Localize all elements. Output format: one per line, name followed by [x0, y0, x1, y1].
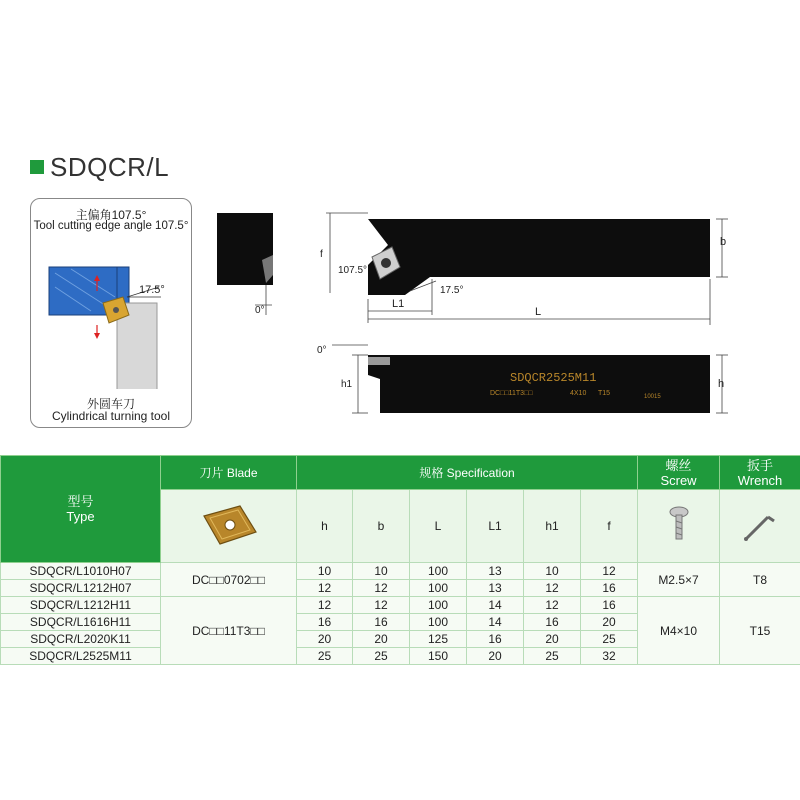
title-marker [30, 160, 44, 174]
cutting-angle-diagram [31, 239, 191, 389]
angle-main: 107.5° [338, 265, 368, 276]
screw-header [638, 456, 720, 490]
screw-header-cn: 螺丝 [665, 457, 692, 473]
value-L: 150 [410, 648, 467, 665]
value-f: 12 [581, 563, 638, 580]
value-h1: 10 [524, 563, 581, 580]
angle-label-en: Tool cutting edge angle 107.5° [33, 220, 189, 232]
dim-L: L [535, 306, 542, 318]
value-L1: 13 [467, 580, 524, 597]
dim-f: f [320, 249, 323, 260]
screw-icon [664, 503, 694, 547]
dim-b: b [720, 236, 727, 248]
type-header [1, 456, 161, 563]
value-h1: 25 [524, 648, 581, 665]
type-cell: SDQCR/L1616H11 [1, 614, 161, 631]
value-h1: 12 [524, 597, 581, 614]
type-cell: SDQCR/L2525M11 [1, 648, 161, 665]
wrench-header [720, 456, 800, 490]
value-b: 16 [353, 614, 410, 631]
dim-h: h [718, 378, 725, 390]
side-view-insert [368, 357, 390, 365]
value-b: 12 [353, 580, 410, 597]
type-cell: SDQCR/L1212H11 [1, 597, 161, 614]
angle-small: 17.5° [440, 285, 464, 296]
spec-table [0, 455, 800, 665]
tool-info-panel [30, 198, 192, 428]
col-header-b: b [353, 490, 410, 563]
value-f: 25 [581, 631, 638, 648]
value-L1: 20 [467, 648, 524, 665]
tool-type-cn: 外圆车刀 [86, 397, 135, 411]
value-L1: 16 [467, 631, 524, 648]
blade-image-cell [161, 490, 297, 563]
bottom-angle-label: 0° [317, 345, 327, 356]
value-L: 100 [410, 597, 467, 614]
wrench-header-en: Wrench [737, 472, 783, 488]
tool-top-view [368, 219, 710, 295]
wrench-header-cn: 扳手 [746, 457, 773, 473]
value-h: 12 [297, 580, 353, 597]
value-h: 25 [297, 648, 353, 665]
value-L1: 13 [467, 563, 524, 580]
type-cell: SDQCR/L1212H07 [1, 580, 161, 597]
marking-insert: DC□□11T3□□ [490, 390, 533, 397]
value-h: 16 [297, 614, 353, 631]
side-angle-label: 0° [255, 305, 265, 316]
blade-insert-icon [194, 502, 264, 548]
value-h: 12 [297, 597, 353, 614]
blade-cell: DC□□11T3□□ [161, 597, 297, 665]
value-h: 20 [297, 631, 353, 648]
wrench-image-cell [720, 490, 800, 563]
dim-h1: h1 [341, 379, 353, 390]
spec-header: 规格 Specification [297, 456, 638, 490]
col-header-h1: h1 [524, 490, 581, 563]
col-header-L: L [410, 490, 467, 563]
value-b: 10 [353, 563, 410, 580]
value-h: 10 [297, 563, 353, 580]
marking-screw: 4X10 [570, 390, 587, 397]
type-cell: SDQCR/L1010H07 [1, 563, 161, 580]
type-cell: SDQCR/L2020K11 [1, 631, 161, 648]
wrench-icon [740, 503, 780, 547]
value-L: 100 [410, 580, 467, 597]
screw-image-cell [638, 490, 720, 563]
value-L: 100 [410, 614, 467, 631]
value-b: 20 [353, 631, 410, 648]
value-h1: 12 [524, 580, 581, 597]
value-h1: 20 [524, 631, 581, 648]
blade-cell: DC□□0702□□ [161, 563, 297, 597]
value-f: 16 [581, 597, 638, 614]
page-title: SDQCR/L [50, 152, 170, 182]
value-L1: 14 [467, 597, 524, 614]
screw-cell: M4×10 [638, 597, 720, 665]
wrench-cell: T8 [720, 563, 800, 597]
tool-type-en: Cylindrical turning tool [51, 409, 171, 423]
value-f: 20 [581, 614, 638, 631]
marking-wrench: T15 [598, 390, 611, 397]
diagram-angle-label: 17.5° [139, 284, 165, 296]
screw-cell: M2.5×7 [638, 563, 720, 597]
value-f: 16 [581, 580, 638, 597]
dim-L1: L1 [392, 298, 405, 310]
col-header-L1: L1 [467, 490, 524, 563]
value-L: 100 [410, 563, 467, 580]
value-f: 32 [581, 648, 638, 665]
blade-header: 刀片 Blade [161, 456, 297, 490]
screw-header-en: Screw [660, 472, 697, 488]
tool-drawing [200, 195, 790, 440]
type-header-en: Type [66, 509, 95, 524]
marking-code: 10015 [644, 394, 661, 400]
angle-label-cn: 主偏角107.5° [75, 208, 147, 222]
value-b: 25 [353, 648, 410, 665]
col-header-h: h [297, 490, 353, 563]
value-h1: 16 [524, 614, 581, 631]
type-header-cn: 型号 [67, 494, 94, 509]
marking-model: SDQCR2525M11 [510, 371, 597, 385]
wrench-cell: T15 [720, 597, 800, 665]
value-L: 125 [410, 631, 467, 648]
value-b: 12 [353, 597, 410, 614]
col-header-f: f [581, 490, 638, 563]
value-L1: 14 [467, 614, 524, 631]
